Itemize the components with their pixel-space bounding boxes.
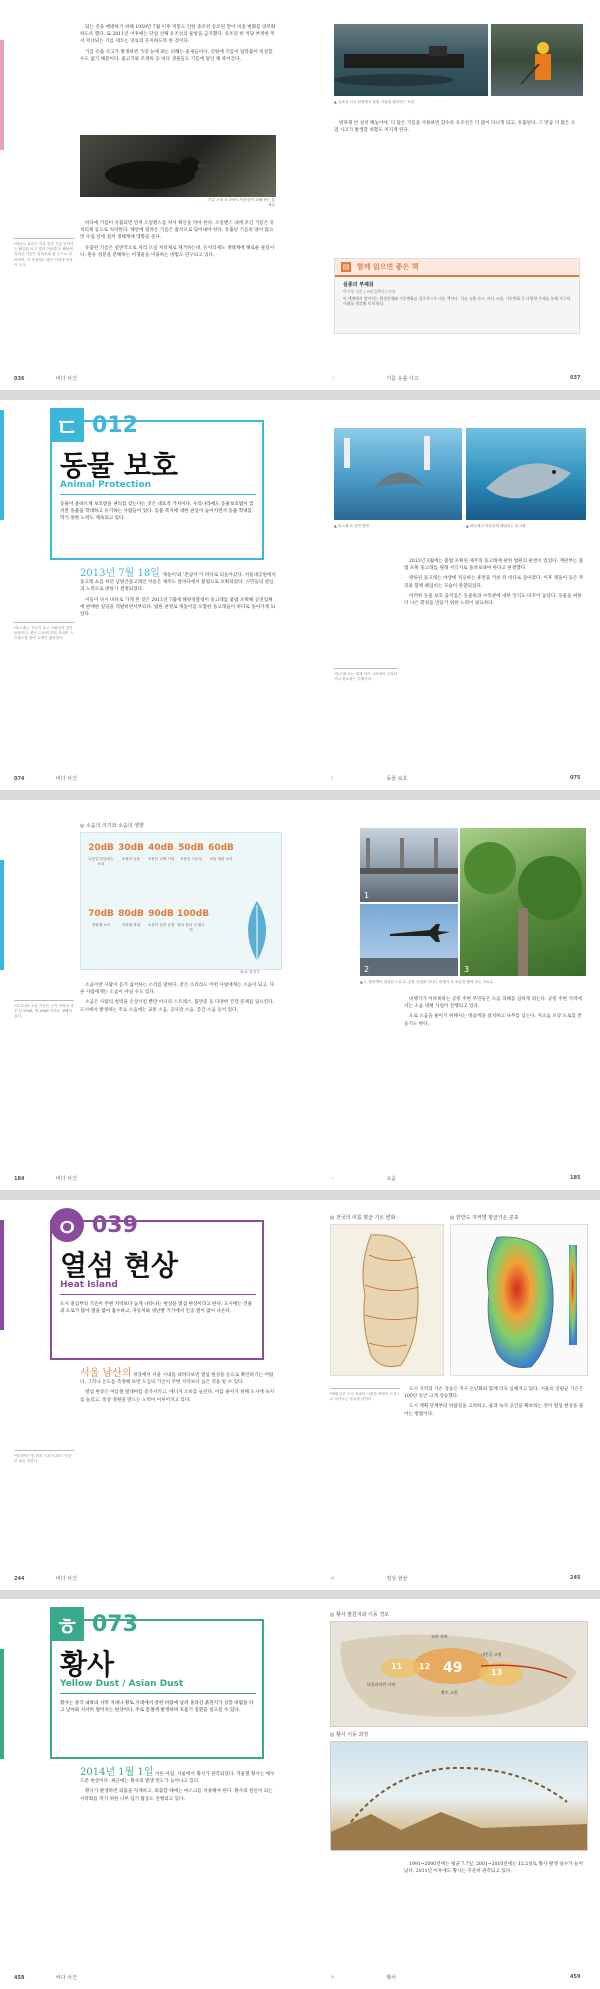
chapter-title: 열섬 현상: [60, 1249, 178, 1282]
page-458: [0, 1599, 300, 1989]
paragraph: 열섬 현상은 여름철 열대야를 증가시키고, 에너지 소비를 늘린다. 이를 줄이기 위해 도시에 녹지를 늘리고, 옥상 정원을 만드는 노력이 이루어지고 있다.: [80, 1390, 275, 1403]
body-text: [80, 982, 276, 1017]
photo-caption: 기름 오염 사고에서 가장 많이 피해 받는 물새들: [207, 198, 275, 207]
heat-map-shape: [451, 1225, 587, 1375]
noise-description: 지하철 차내: [121, 923, 141, 927]
dust-source-map: [330, 1621, 588, 1727]
paragraph: 되는 것을 예방하기 위해 1959년 7월 이후 저밀도 인한 충조된 동조된 만이 비중 변화를 의무화하도록 했다. 또 2011년 이후에는 단일 선체 유조선의 운항을 금지했다. 유조된 한 척당 부정한 무서 저녀되는 기름 네트는 연료의 유지하도록 한 것이다.: [80, 25, 276, 45]
region-number: 11: [391, 1662, 403, 1671]
book-title: 실종의 부제目: [343, 282, 374, 288]
chapter-heading: [50, 1208, 138, 1242]
chapter-heading: [50, 408, 138, 442]
running-title: 바다 사건: [56, 1176, 77, 1182]
running-section: 소음: [386, 1176, 397, 1182]
page-number: 184: [14, 1176, 25, 1182]
paragraph: 도시 지역의 기온 상승은 지구 온난화와 함께 더욱 심해지고 있다. 서울의 연평균 기온은 100년 동안 크게 상승했다.: [404, 1387, 584, 1400]
korea-temperature-map: [330, 1224, 444, 1376]
folio: [14, 1575, 77, 1582]
paragraph: 비행기가 이착륙하는 공항 주변 주민들은 소음 피해를 심하게 겪는다. 공항 주변 지역에서는 소음 대책 사업이 진행되고 있다.: [404, 997, 582, 1010]
chapter-subtitle: Yellow Dust / Asian Dust: [60, 1679, 184, 1689]
paragraph: '제돌이'와 '춘삼이'가 바다로 되돌아갔다. 서울대공원에서 돌고래 쇼를 하던 남방큰돌고래인 이들은 제주도 앞바다에서 불법으로 포획되었다. 시민들의 관심과 노력으로 방류가 결정되었다.: [80, 573, 276, 593]
chart-source: 출처: 환경부: [240, 970, 260, 974]
folio: [14, 1974, 77, 1981]
page-185: [300, 800, 600, 1190]
region-number: 12: [419, 1662, 431, 1671]
body-text: [80, 1769, 276, 1806]
page-245: [300, 1200, 600, 1590]
lead-date: 2013년 7월 18일: [80, 568, 160, 579]
folio-mark: ㅎ: [330, 1975, 335, 1981]
body-text: [404, 1861, 584, 1878]
noise-db-value: 70dB: [88, 909, 114, 919]
body-text: [80, 570, 276, 621]
lead-date: 2014년 1월 1일: [80, 1767, 154, 1778]
paragraph: 2013년 3월에는 불법 포획된 제주의 돌고래에 관한 법원의 판결이 있었다. 재판부는 불법 포획 돌고래를 원래 서식지로 돌려보내야 한다고 판결했다.: [404, 559, 584, 572]
noise-description: 조용한 사무실: [180, 857, 202, 861]
spread-3: [0, 800, 600, 1190]
photo-caption: ▲ 유조선 사고 현장에서 유출 기름을 제거하는 모습: [334, 100, 415, 104]
page-number: 244: [14, 1576, 25, 1582]
page-number: 245: [570, 1575, 581, 1581]
noise-description: 열차 통과 시 철도변: [177, 923, 205, 932]
paragraph: 정상에서 서울 시내를 내려다보면 열섬 현상을 눈으로 확인하기는 어렵다. 그러나 온도를 측정해 보면 도심의 기온이 주변 지역보다 높은 것을 알 수 있다.: [80, 1373, 274, 1386]
spread-2: [0, 400, 600, 790]
running-section: 동물 보호: [386, 776, 408, 782]
noise-level-cell: [117, 837, 145, 893]
running-section: 황사: [386, 1975, 397, 1981]
region-number: 13: [491, 1668, 503, 1677]
chapter-lead: 동물이 올바르게 보호받을 권리를 갖는다는 것은 대표적 가치이다. 우리나라에도 동물보호법이 있지만 동물을 학대하고 유기하는 사람들이 있다. 동물 복지에 대한 관심이 높아지면서 동물 학대를 막기 위한 노력도 계속되고 있다.: [60, 494, 256, 522]
map-title: ◎ 황사 발원지와 이동 경로: [330, 1612, 390, 1618]
region-label: 고비 사막: [431, 1634, 448, 1639]
korea-map-outline: [331, 1225, 443, 1375]
trees-illustration: [460, 828, 586, 976]
folio: [330, 1974, 581, 1981]
barrier-illustration: [360, 828, 458, 902]
page-number: 074: [14, 776, 25, 782]
chapter-number: 012: [92, 412, 138, 438]
region-label: 황토 고원: [441, 1690, 458, 1695]
page-074: [0, 400, 300, 790]
body-text: [404, 996, 584, 1031]
running-section: 기름 유출 사고: [386, 376, 419, 382]
folio: [330, 375, 581, 382]
chapter-letter: ㄷ: [50, 408, 84, 442]
paragraph: 기름 유출 사고가 발생하면 가장 눈에 띄는 피해는 물새들이다. 깃털에 기름이 달라붙어 비상할 수도 없기 때문이다. 물고기와 조개류 등 바다 생물들도 기름에 덮인 채 죽어간다.: [80, 49, 273, 62]
book-author: 박기영 지음 | 씨앗을뿌리는사람: [343, 289, 396, 294]
noise-level-chart: [80, 832, 282, 970]
section-tab: [0, 860, 4, 970]
map-title: ◎ 전국의 여름 평균 기온 변화: [330, 1215, 396, 1221]
folio: [330, 1575, 581, 1582]
photo-caption: ▲ 1. 방음벽이 설치된 도로 2. 공항 주변을 지나는 비행기 3. 소음을 줄여 주는 가로수: [360, 980, 494, 984]
page-number: 037: [570, 375, 581, 381]
side-note: *돌고래는 지능이 높고 사회성이 강한 동물이다. 좁은 수조에 갇혀 지내면 스트레스를 받아 수명이 짧아진다.: [14, 622, 74, 642]
paragraph: 1991~2000년에는 평균 7.7일, 2001~2010년에는 12.2일로 황사 발생 일수가 늘어났다. 2011년 이후에도 황사는 꾸준히 관측되고 있다.: [404, 1862, 583, 1875]
region-number: 49: [443, 1660, 463, 1676]
running-title: 바다 사건: [56, 776, 77, 782]
page-number: 458: [14, 1975, 25, 1981]
folio: [330, 775, 581, 782]
dolphin-show-illustration: [334, 428, 462, 520]
map-title: ◎ 한반도 지역별 평균기온 분포: [450, 1215, 519, 1221]
noise-description: 조용한 농촌: [121, 857, 141, 861]
paragraph: 황사가 발생하면 외출을 자제하고, 외출할 때에는 마스크를 착용해야 한다. 황사의 원인이 되는 사막화를 막기 위한 나무 심기 활동도 진행되고 있다.: [80, 1789, 273, 1802]
noise-level-cell: [87, 903, 115, 959]
book-box-header: [335, 259, 579, 277]
noise-db-value: 30dB: [118, 843, 144, 853]
bird-illustration: [80, 135, 276, 197]
chapter-number: 073: [92, 1611, 138, 1637]
page-number: 185: [570, 1175, 581, 1181]
folio: [14, 775, 77, 782]
noise-level-cell: [177, 837, 205, 893]
noise-level-cell: [147, 903, 175, 959]
region-label: 타클라마칸 사막: [367, 1682, 396, 1687]
spread-1: [0, 0, 600, 390]
svg-text:3: 3: [464, 965, 470, 974]
dust-transport-diagram: [330, 1741, 588, 1851]
photo-wild-dolphin: [466, 428, 586, 520]
page-number: 036: [14, 376, 25, 382]
noise-description: 조용한 주택 거실: [147, 857, 175, 861]
region-label: 내몽골 고원: [481, 1652, 502, 1657]
noise-db-value: 80dB: [118, 909, 144, 919]
noise-level-cell: [177, 903, 210, 959]
side-note: *바람길은 도시 외곽의 시원한 바람이 도심으로 들어오는 통로를 말한다.: [330, 1388, 400, 1402]
chapter-lead: 황사는 중국 내륙의 사막 지대나 황토 지대에서 강한 바람에 날려 올라간 흙먼지가 상층 바람을 타고 날아와 서서히 떨어지는 현상이다. 주로 봄철에 발생하며 호흡기 질환을 일으킬 수 있다.: [60, 1693, 256, 1714]
wild-dolphin-illustration: [466, 428, 586, 520]
photo-dolphin-show: [334, 428, 462, 520]
airplane-icon: [360, 904, 458, 976]
paragraph: 방류된 돌고래는 야생에 적응하는 훈련을 거친 뒤 바다로 돌아갔다. 이후 제돌이 등은 무리와 함께 헤엄치는 모습이 관찰되었다.: [404, 576, 584, 589]
transport-illustration: [331, 1742, 587, 1850]
book-description: 이 세계에서 벌어지는 환경문제와 기후변화를 집중적으로 다룬 책이다. 석유 유출 사고, 바다 오염, 기후변화 등 다양한 주제를 통해 지구의 미래를 생각해 보게 한다.: [343, 296, 571, 307]
paragraph: 도시 계획 단계부터 바람길을 고려하고, 물과 녹지 공간을 확보하는 것이 열섬 현상을 줄이는 방법이다.: [404, 1404, 584, 1417]
side-note: *바다로 흘러든 석유 일부 기름 덩어리는 해류를 타고 멀리 이동한다. 해안에 밀려온 기름은 흡착포와 삽 등으로 처리하며, 이 작업에는 많은 인력과 비용이 든다.: [14, 238, 74, 268]
photo-caption: ▲ 돌고래 쇼 공연 장면: [334, 524, 370, 528]
photo-oiled-bird: [80, 135, 276, 197]
noise-db-value: 20dB: [88, 843, 114, 853]
paragraph: 소음이란 사람이 듣기 싫어하는 소리를 말한다. 같은 소리라도 어떤 사람에게는 소음이 되고, 다른 사람에게는 소음이 아닐 수도 있다.: [80, 983, 275, 996]
recommended-book-box: [334, 258, 580, 334]
running-section: 열섬 현상: [386, 1576, 408, 1582]
body-text: [80, 24, 276, 66]
noise-db-value: 50dB: [178, 843, 204, 853]
running-title: 바다 사건: [56, 1975, 77, 1981]
photo-cleanup-worker: [491, 24, 583, 96]
page-number: 459: [570, 1974, 581, 1980]
tanker-illustration: [334, 24, 488, 96]
running-title: 바다 사건: [56, 376, 77, 382]
worker-illustration: [491, 24, 583, 96]
page-459: [300, 1599, 600, 1989]
chapter-lead: 도시 중심부의 기온이 주변 지역보다 높게 나타나는 현상을 열섬 현상이라고 한다. 도시에는 건물과 도로가 많아 열을 많이 흡수하고, 자동차와 냉난방 기기에서 인공 열이 많이 나온다.: [60, 1294, 256, 1315]
side-note: *우리나라 소음 기준은 주거 지역의 경우 낮 55dB, 밤 45dB 이하로 정해져 있다.: [14, 1000, 74, 1020]
noise-description: 보통 대화 소리: [209, 857, 233, 861]
leaf-icon: [237, 899, 277, 965]
lead-date: 서울 남산의: [80, 1368, 132, 1379]
folio-mark: ㅅ: [330, 1176, 335, 1182]
photo-sound-barrier: [360, 828, 458, 902]
photo-caption: ▲ 바다에서 자유롭게 헤엄치는 돌고래: [466, 524, 526, 528]
page-075: [300, 400, 600, 790]
folio: [14, 375, 77, 382]
noise-description: 전화벨 소리: [91, 923, 111, 927]
side-note: *열대야는 밤 최저 기온이 25도 이상인 날을 말한다.: [14, 1450, 74, 1464]
folio-mark: ㅇ: [330, 1576, 335, 1582]
body-text: [404, 558, 584, 610]
page-244: [0, 1200, 300, 1590]
chapter-number: 039: [92, 1212, 138, 1238]
body-text-2: [80, 220, 276, 262]
chapter-title: 동물 보호: [60, 449, 178, 482]
body-text: [404, 1386, 584, 1421]
noise-level-cell: [207, 837, 235, 893]
paragraph: 방파제 안 설치 해놓아야, 더 많은 기름을 사용하면 할수록 유조선은 더 많이 다니게 되고, 유출된다. 그 만큼 더 많은 오염 사고가 발생할 위험도 커지게 된다.: [334, 121, 576, 134]
chapter-heading: [50, 1607, 138, 1641]
section-tab: [0, 40, 4, 150]
noise-db-value: 90dB: [148, 909, 174, 919]
paragraph: 소음은 사람의 청력을 손상시킬 뿐만 아니라 스트레스, 불면증 등 다양한 건강 문제를 일으킨다. 도시에서 발생하는 주요 소음에는 교통 소음, 공사장 소음, 층간 소음 등이 있다.: [80, 1000, 275, 1013]
section-tab: [0, 1649, 4, 1759]
paragraph: 도로 소음을 줄이기 위해서는 방음벽을 설치하고 나무를 심는다. 저소음 포장 도로를 만들기도 한다.: [404, 1014, 582, 1027]
paragraph: 이들이 다시 바다로 가게 된 것은 2011년 7월에 해양경찰청이 돌고래를 불법 포획해 공연업체에 판매한 일당을 적발하면서부터다. 법원 판결로 제돌이를 포함한 돌고래들이 바다로 돌아가게 되었다.: [80, 597, 276, 618]
folio-mark: ㄷ: [330, 776, 335, 782]
noise-description: 소음이 심한 공장: [147, 923, 175, 927]
noise-description: 나뭇잎 부딪치는 소리: [88, 857, 114, 866]
body-text: [80, 1370, 276, 1407]
page-184: [0, 800, 300, 1190]
chapter-title: 황사: [60, 1648, 115, 1681]
folio: [14, 1175, 77, 1182]
spread-5: [0, 1599, 600, 1989]
noise-db-value: 40dB: [148, 843, 174, 853]
page-036: [0, 0, 300, 390]
svg-text:2: 2: [364, 965, 370, 974]
photo-street-trees: [460, 828, 586, 976]
heat-legend: [569, 1245, 577, 1345]
noise-level-cell: [117, 903, 145, 959]
folio-mark: ㄱ: [330, 376, 335, 382]
page-037: [300, 0, 600, 390]
chapter-subtitle: Animal Protection: [60, 480, 152, 490]
paragraph: 이른 아침, 서울에서 황사가 관측되었다. 겨울철 황사는 매우 드문 현상이다. 최근에는 황사의 발생 빈도가 늘어나고 있다.: [80, 1772, 275, 1785]
svg-text:1: 1: [364, 891, 370, 900]
noise-db-value: 60dB: [208, 843, 234, 853]
paragraph: 유출된 기름은 일반적으로 처리 오일 처리제로 제거하는데, 유처리제도 생태계에 해로운 물질이다. 원유 성분을 분해하는 미생물을 이용하는 방법도 연구되고 있다.: [80, 245, 275, 258]
paragraph: 이러한 동물 보호 움직임은 동물원과 수족관에 대한 인식도 바꾸어 놓았다. 동물을 위한 더 나은 환경을 만들기 위한 노력이 필요하다.: [404, 593, 582, 607]
section-tab: [0, 1220, 4, 1330]
chapter-subtitle: Heat Island: [60, 1280, 118, 1290]
photo-airplane: [360, 904, 458, 976]
chapter-letter: ㅇ: [50, 1208, 84, 1242]
side-note: *돌고래 쇼는 세계 여러 나라에서 금지되거나 축소되는 추세이다.: [334, 668, 398, 682]
running-title: 바다 사건: [56, 1576, 77, 1582]
paragraph: 바다에 기름이 유출되면 먼저 오일펜스를 쳐서 확산을 막아 한다. 오일펜스 내에 모인 기름은 유처리제 등으로 처리한다. 해안에 밀려온 기름은 흡착포로 닦아내야 한다. 유출된 기름의 양이 많으면 수십 년에 걸쳐 생태계에 영향을 준다.: [80, 221, 275, 241]
spread-4: [0, 1200, 600, 1590]
noise-db-value: 100dB: [177, 909, 210, 919]
book-box-title: 함께 읽으면 좋은 책: [357, 263, 419, 271]
section-tab: [0, 410, 4, 520]
page-number: 075: [570, 775, 581, 781]
heat-distribution-map: [450, 1224, 588, 1376]
body-text: [334, 120, 578, 137]
noise-level-cell: [147, 837, 175, 893]
photo-oil-tanker: [334, 24, 488, 96]
book-icon: ▤: [342, 263, 350, 271]
noise-chart-title: ◎ 소음의 크기와 소음의 영향: [80, 823, 144, 829]
map-title: ◎ 황사 이동 과정: [330, 1732, 369, 1738]
folio: [330, 1175, 581, 1182]
noise-level-cell: [87, 837, 115, 893]
chapter-letter: ㅎ: [50, 1607, 84, 1641]
